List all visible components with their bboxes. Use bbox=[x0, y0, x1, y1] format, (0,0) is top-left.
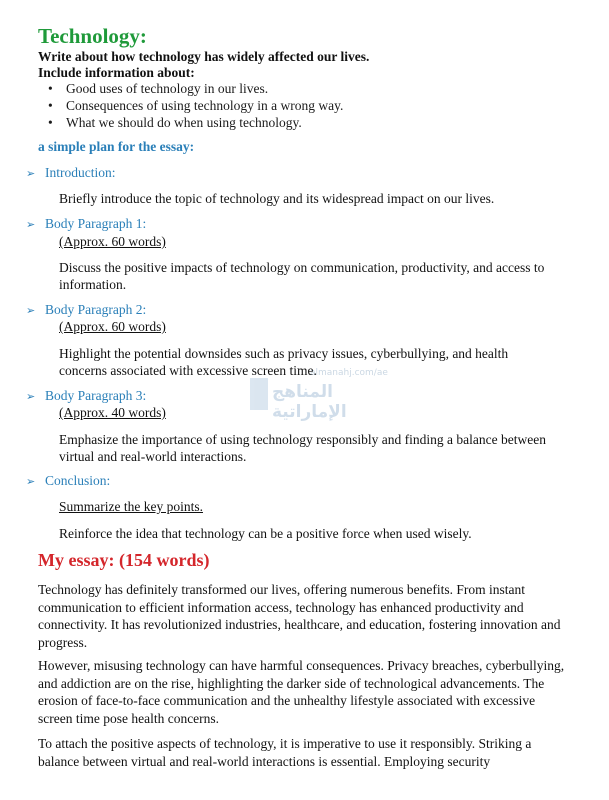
watermark bbox=[250, 368, 400, 428]
essay-title: My essay: (154 words) bbox=[38, 550, 210, 570]
intro-text: Briefly introduce the topic of technology and its widespread impact on our lives. bbox=[59, 191, 495, 206]
body3-approx: (Approx. 40 words) bbox=[59, 405, 166, 420]
conclusion-summary: Summarize the key points. bbox=[59, 499, 203, 514]
essay-paragraph-1: Technology has definitely transformed our lives, offering numerous benefits. From instant communication to efficient information access, technology has enhanced productivity and connectivity. It has revolutionized industries, healthcare, and education, fostering innovation and progress. bbox=[38, 582, 561, 650]
list-item: • Good uses of technology in our lives. bbox=[46, 80, 343, 97]
list-item: • Consequences of using technology in a wrong way. bbox=[46, 97, 343, 114]
body1-approx: (Approx. 60 words) bbox=[59, 234, 166, 249]
body2-text: Highlight the potential downsides such as privacy issues, cyberbullying, and health concerns associated with excessive screen time. bbox=[59, 346, 509, 378]
watermark-site: almanahj.com/ae bbox=[310, 368, 388, 378]
body3-text: Emphasize the importance of using technology responsibly and finding a balance between virtual and real-world interactions. bbox=[59, 432, 546, 464]
arrow-bullet-icon: ➢ bbox=[26, 219, 36, 231]
conclusion-heading: ➢ Conclusion: bbox=[26, 473, 111, 488]
plan-heading: a simple plan for the essay: bbox=[38, 139, 195, 154]
page-title: Technology: bbox=[38, 24, 147, 48]
watermark-name: المناهج الإماراتية bbox=[272, 382, 347, 422]
prompt-text: Write about how technology has widely affected our lives. bbox=[38, 49, 370, 64]
arrow-bullet-icon: ➢ bbox=[26, 476, 36, 488]
body2-heading: ➢ Body Paragraph 2: bbox=[26, 302, 147, 317]
watermark-logo-icon bbox=[250, 378, 268, 410]
arrow-bullet-icon: ➢ bbox=[26, 391, 36, 403]
include-list bbox=[46, 80, 343, 131]
include-label: Include information about: bbox=[38, 65, 195, 80]
arrow-bullet-icon: ➢ bbox=[26, 168, 36, 180]
body1-text: Discuss the positive impacts of technology on communication, productivity, and access to information. bbox=[59, 260, 545, 292]
arrow-bullet-icon: ➢ bbox=[26, 305, 36, 317]
body3-heading: ➢ Body Paragraph 3: bbox=[26, 388, 147, 403]
essay-paragraph-3: To attach the positive aspects of technology, it is imperative to use it responsibly. Striking a balance between virtual and real-world interactions is essential. Employing security bbox=[38, 736, 532, 769]
essay-paragraph-2: However, misusing technology can have harmful consequences. Privacy breaches, cyberbullying, and addiction are on the rise, highlighting the darker side of technological advancements. The erosion of face-to-face communication and the unhealthy lifestyle associated with excessive screen time pose health concerns. bbox=[38, 658, 565, 726]
body1-heading: ➢ Body Paragraph 1: bbox=[26, 216, 147, 231]
intro-heading: ➢ Introduction: bbox=[26, 165, 116, 180]
conclusion-text: Reinforce the idea that technology can be a positive force when used wisely. bbox=[59, 526, 472, 541]
body2-approx: (Approx. 60 words) bbox=[59, 319, 166, 334]
list-item: • What we should do when using technology. bbox=[46, 114, 343, 131]
